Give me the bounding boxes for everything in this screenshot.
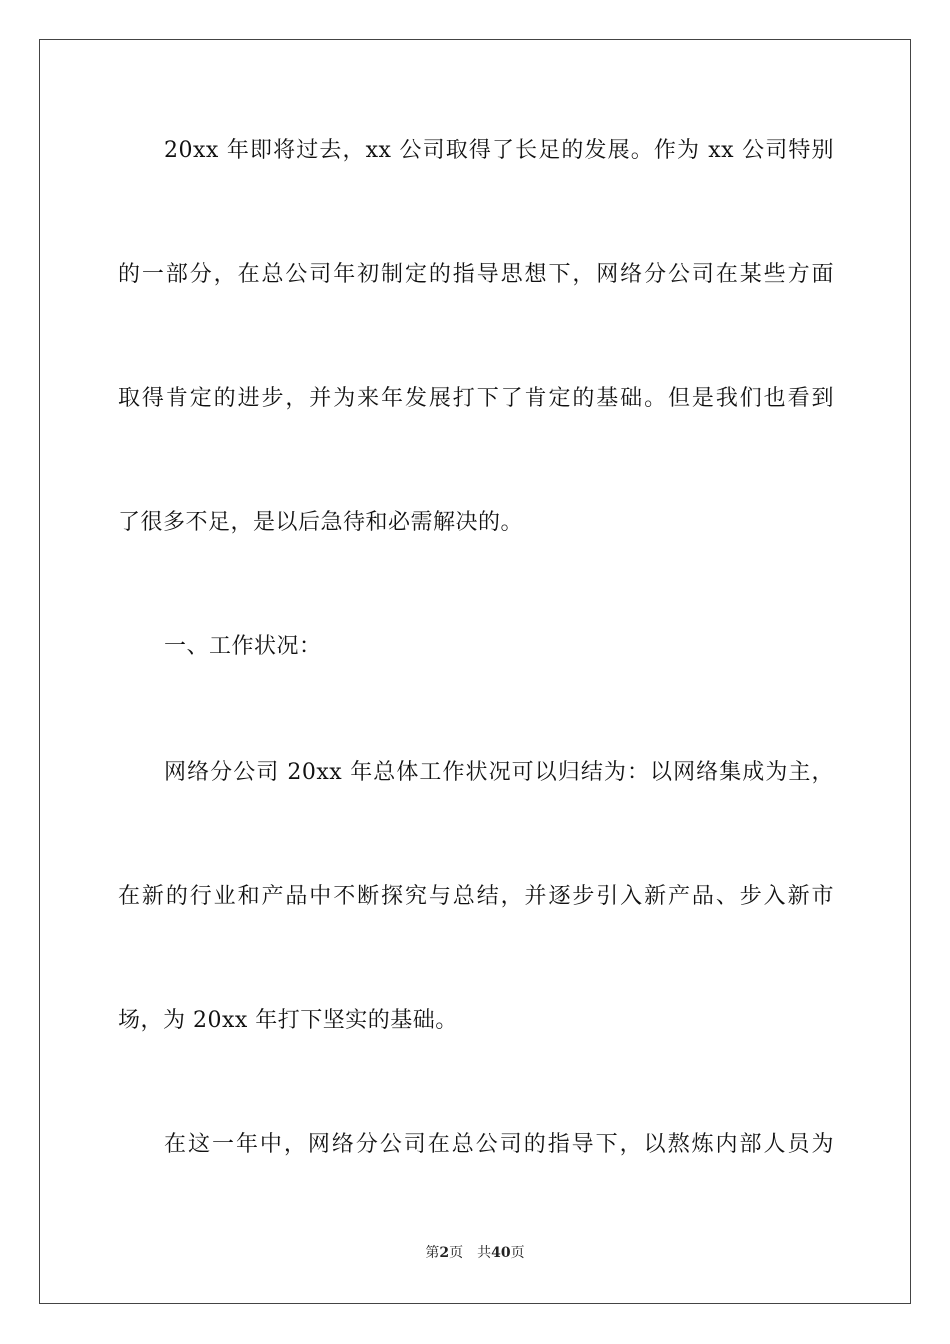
total-label-suffix: 页 [510, 1245, 525, 1261]
paragraph-line: 网络分公司 20xx 年总体工作状况可以归结为：以网络集成为主， [164, 760, 834, 785]
section-heading: 一、工作状况： [164, 634, 322, 659]
page-footer [0, 1243, 950, 1263]
paragraph-line: 在这一年中，网络分公司在总公司的指导下，以熬炼内部人员为 [164, 1132, 834, 1157]
paragraph-line: 的一部分，在总公司年初制定的指导思想下，网络分公司在某些方面 [118, 262, 834, 287]
page-border [39, 39, 911, 1304]
paragraph-line: 场，为 20xx 年打下坚实的基础。 [118, 1008, 458, 1033]
paragraph-line: 了很多不足，是以后急待和必需解决的。 [118, 510, 524, 535]
total-label-prefix: 共 [477, 1245, 492, 1261]
paragraph-line: 取得肯定的进步，并为来年发展打下了肯定的基础。但是我们也看到 [118, 386, 834, 411]
paragraph-line: 在新的行业和产品中不断探究与总结，并逐步引入新产品、步入新市 [118, 884, 834, 909]
current-page-number: 2 [439, 1245, 450, 1261]
page-label-suffix: 页 [449, 1245, 464, 1261]
page-label-prefix: 第 [425, 1245, 440, 1261]
total-page-number: 40 [491, 1245, 511, 1261]
paragraph-line: 20xx 年即将过去，xx 公司取得了长足的发展。作为 xx 公司特别 [164, 138, 834, 163]
